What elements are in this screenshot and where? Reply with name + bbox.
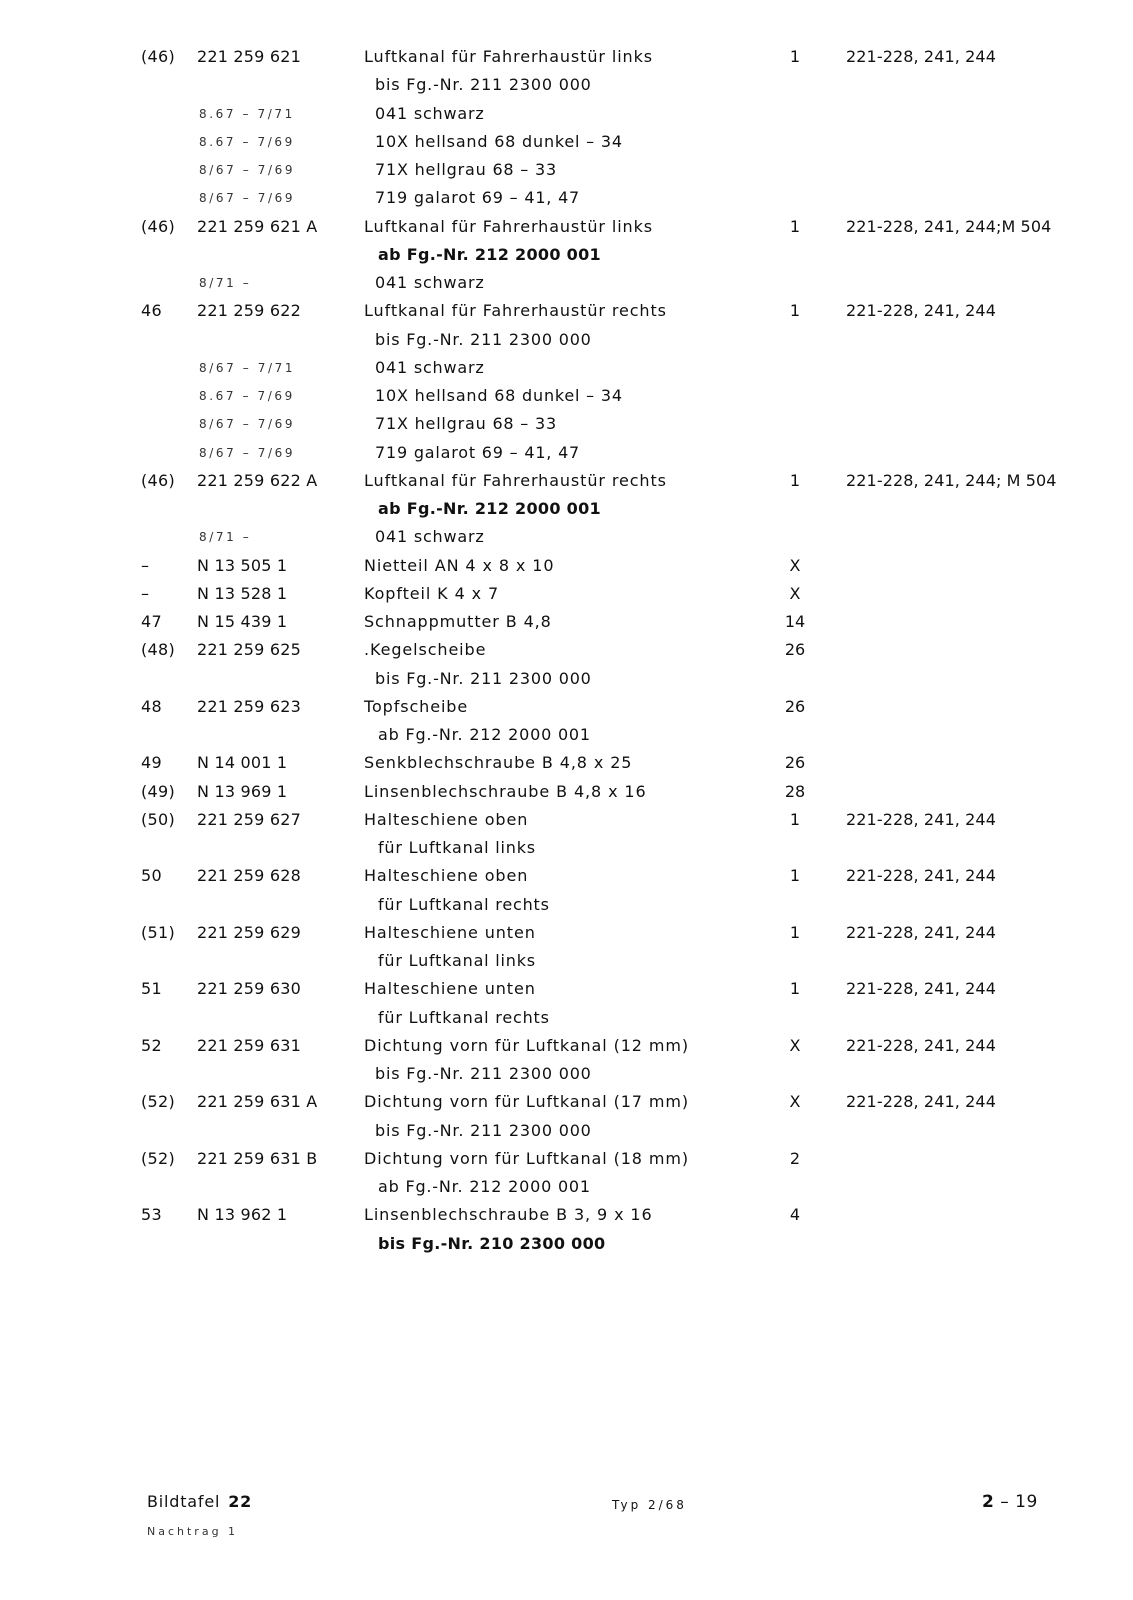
part-number: 221 259 629: [197, 922, 301, 942]
part-number: 221 259 622 A: [197, 470, 318, 490]
position-number: –: [141, 555, 150, 575]
quantity: 1: [789, 301, 801, 321]
applicable-types: 221-228, 241, 244: [846, 47, 996, 66]
note-row: [0, 327, 1133, 353]
date-range: 8/71 –: [199, 530, 252, 545]
color-variant: 041 schwarz: [375, 103, 485, 123]
part-number: 221 259 621 A: [197, 216, 318, 236]
applicable-types: 221-228, 241, 244;M 504: [846, 216, 1052, 236]
part-note: bis Fg.-Nr. 211 2300 000: [375, 1120, 592, 1140]
part-note: bis Fg.-Nr. 211 2300 000: [375, 1064, 592, 1083]
note-row: [0, 1231, 1133, 1257]
applicable-types: 221-228, 241, 244: [846, 979, 996, 999]
applicable-types: 221-228, 241, 244: [846, 809, 996, 829]
part-number: 221 259 631: [197, 1035, 301, 1055]
part-description: Linsenblechschraube B 4,8 x 16: [364, 781, 647, 801]
part-note: ab Fg.-Nr. 212 2000 001: [378, 244, 601, 264]
part-number: 221 259 621: [197, 47, 301, 66]
quantity: 28: [784, 781, 806, 801]
note-row: [0, 835, 1133, 861]
date-range: 8.67 – 7/69: [199, 134, 295, 149]
quantity: X: [789, 555, 801, 575]
position-number: (50): [141, 809, 176, 829]
position-number: 50: [141, 866, 162, 886]
footer-supplement: Nachtrag 1: [147, 1525, 239, 1538]
part-description: Halteschiene oben: [364, 809, 529, 829]
part-note: bis Fg.-Nr. 210 2300 000: [378, 1233, 606, 1253]
quantity: 1: [789, 470, 801, 490]
quantity: 26: [784, 753, 806, 773]
color-variant: 10X hellsand 68 dunkel – 34: [375, 386, 623, 405]
part-note: ab Fg.-Nr. 212 2000 001: [378, 1177, 591, 1196]
position-number: 49: [141, 753, 162, 773]
note-row: [0, 242, 1133, 268]
note-row: [0, 1061, 1133, 1087]
page-section: 2: [982, 1492, 995, 1512]
color-variant: 719 galarot 69 – 41, 47: [375, 442, 581, 462]
quantity: 1: [789, 922, 801, 942]
applicable-types: 221-228, 241, 244: [846, 922, 996, 942]
date-range: 8/67 – 7/71: [199, 360, 296, 375]
color-variant-row: [0, 185, 1133, 211]
color-variant: 041 schwarz: [375, 273, 485, 292]
note-row: [0, 1118, 1133, 1144]
part-note: bis Fg.-Nr. 211 2300 000: [375, 329, 592, 349]
applicable-types: 221-228, 241, 244: [846, 866, 996, 886]
part-note: für Luftkanal links: [378, 951, 536, 970]
part-number: N 14 001 1: [197, 753, 288, 773]
part-row: [0, 779, 1133, 805]
note-row: [0, 948, 1133, 974]
quantity: 26: [784, 640, 806, 660]
date-range: 8/67 – 7/69: [199, 163, 296, 177]
part-number: N 13 528 1: [197, 583, 288, 603]
note-row: [0, 496, 1133, 522]
applicable-types: 221-228, 241, 244; M 504: [846, 470, 1057, 490]
part-number: N 15 439 1: [197, 612, 288, 631]
part-note: bis Fg.-Nr. 211 2300 000: [375, 75, 592, 95]
part-number: N 13 962 1: [197, 1205, 288, 1225]
part-note: für Luftkanal rechts: [378, 1007, 550, 1027]
part-row: [0, 1202, 1133, 1228]
quantity: X: [789, 583, 801, 603]
part-row: [0, 863, 1133, 889]
position-number: (49): [141, 781, 176, 801]
part-note: ab Fg.-Nr. 212 2000 001: [378, 499, 601, 518]
color-variant-row: [0, 157, 1133, 183]
part-description: Kopfteil K 4 x 7: [364, 583, 500, 603]
color-variant-row: [0, 270, 1133, 296]
color-variant: 719 galarot 69 – 41, 47: [375, 188, 581, 208]
page-suffix: – 19: [994, 1492, 1038, 1512]
applicable-types: 221-228, 241, 244: [846, 1092, 996, 1112]
part-row: [0, 44, 1133, 70]
position-number: 52: [141, 1035, 162, 1055]
note-row: [0, 1005, 1133, 1031]
part-note: für Luftkanal links: [378, 838, 536, 857]
part-number: 221 259 631 B: [197, 1148, 318, 1168]
position-number: 51: [141, 979, 162, 999]
note-row: [0, 666, 1133, 692]
plate-number: 22: [228, 1492, 253, 1511]
part-number: 221 259 623: [197, 696, 301, 716]
part-description: Schnappmutter B 4,8: [364, 612, 552, 631]
part-description: Dichtung vorn für Luftkanal (12 mm): [364, 1035, 689, 1055]
part-row: [0, 468, 1133, 494]
quantity: 26: [784, 696, 806, 716]
part-number: 221 259 627: [197, 809, 301, 829]
part-number: 221 259 628: [197, 866, 301, 886]
part-note: ab Fg.-Nr. 212 2000 001: [378, 725, 591, 744]
color-variant-row: [0, 101, 1133, 127]
color-variant: 71X hellgrau 68 – 33: [375, 160, 557, 179]
color-variant-row: [0, 440, 1133, 466]
date-range: 8/67 – 7/69: [199, 417, 296, 432]
part-description: Nietteil AN 4 x 8 x 10: [364, 555, 555, 575]
position-number: –: [141, 583, 150, 603]
quantity: 1: [789, 216, 801, 236]
part-description: Senkblechschraube B 4,8 x 25: [364, 753, 633, 773]
part-description: Halteschiene unten: [364, 922, 536, 942]
part-number: N 13 969 1: [197, 781, 288, 801]
date-range: 8.67 – 7/69: [199, 389, 295, 403]
position-number: (51): [141, 922, 176, 942]
quantity: 1: [789, 979, 801, 999]
part-description: Dichtung vorn für Luftkanal (17 mm): [364, 1092, 689, 1112]
plate-label: Bildtafel: [147, 1492, 221, 1511]
part-row: [0, 553, 1133, 579]
part-description: Luftkanal für Fahrerhaustür links: [364, 47, 653, 66]
quantity: 14: [784, 612, 806, 631]
color-variant-row: [0, 383, 1133, 409]
part-description: Dichtung vorn für Luftkanal (18 mm): [364, 1148, 689, 1168]
part-number: N 13 505 1: [197, 555, 288, 575]
part-description: Luftkanal für Fahrerhaustür links: [364, 216, 653, 236]
note-row: [0, 1174, 1133, 1200]
position-number: 53: [141, 1205, 162, 1225]
position-number: 46: [141, 301, 162, 321]
date-range: 8.67 – 7/71: [199, 106, 295, 121]
quantity: 4: [789, 1205, 801, 1225]
part-row: [0, 1146, 1133, 1172]
color-variant-row: [0, 524, 1133, 550]
date-range: 8/67 – 7/69: [199, 445, 296, 460]
part-description: Luftkanal für Fahrerhaustür rechts: [364, 470, 667, 490]
position-number: (46): [141, 470, 176, 490]
date-range: 8/71 –: [199, 276, 252, 290]
footer-plate: [147, 1492, 252, 1511]
part-row: [0, 694, 1133, 720]
part-description: Luftkanal für Fahrerhaustür rechts: [364, 301, 667, 321]
part-description: Linsenblechschraube B 3, 9 x 16: [364, 1205, 653, 1225]
position-number: (52): [141, 1148, 176, 1168]
date-range: 8/67 – 7/69: [199, 191, 296, 206]
part-number: 221 259 631 A: [197, 1092, 318, 1112]
quantity: 1: [789, 809, 801, 829]
part-note: bis Fg.-Nr. 211 2300 000: [375, 668, 592, 688]
part-description: .Kegelscheibe: [364, 640, 487, 660]
position-number: (46): [141, 47, 176, 66]
note-row: [0, 892, 1133, 918]
color-variant: 10X hellsand 68 dunkel – 34: [375, 131, 623, 151]
position-number: (46): [141, 216, 176, 236]
color-variant-row: [0, 411, 1133, 437]
quantity: 1: [789, 866, 801, 886]
color-variant-row: [0, 129, 1133, 155]
part-number: 221 259 622: [197, 301, 301, 321]
color-variant: 041 schwarz: [375, 357, 485, 377]
quantity: 1: [789, 47, 801, 66]
page-number: [982, 1492, 1038, 1512]
part-row: [0, 609, 1133, 635]
part-description: Halteschiene oben: [364, 866, 529, 886]
part-row: [0, 214, 1133, 240]
part-number: 221 259 625: [197, 640, 301, 660]
part-row: [0, 1089, 1133, 1115]
part-description: Halteschiene unten: [364, 979, 536, 999]
part-row: [0, 298, 1133, 324]
part-description: Topfscheibe: [364, 696, 469, 716]
quantity: X: [789, 1092, 801, 1112]
quantity: X: [789, 1035, 801, 1055]
position-number: (48): [141, 640, 176, 660]
position-number: 48: [141, 696, 162, 716]
part-row: [0, 920, 1133, 946]
part-note: für Luftkanal rechts: [378, 894, 550, 914]
quantity: 2: [789, 1148, 801, 1168]
color-variant: 041 schwarz: [375, 527, 485, 547]
part-number: 221 259 630: [197, 979, 301, 999]
note-row: [0, 72, 1133, 98]
part-row: [0, 1033, 1133, 1059]
part-row: [0, 581, 1133, 607]
position-number: (52): [141, 1092, 176, 1112]
applicable-types: 221-228, 241, 244: [846, 1035, 996, 1055]
part-row: [0, 637, 1133, 663]
part-row: [0, 750, 1133, 776]
color-variant: 71X hellgrau 68 – 33: [375, 414, 557, 434]
color-variant-row: [0, 355, 1133, 381]
note-row: [0, 722, 1133, 748]
part-row: [0, 807, 1133, 833]
position-number: 47: [141, 612, 162, 631]
part-row: [0, 976, 1133, 1002]
applicable-types: 221-228, 241, 244: [846, 301, 996, 321]
footer-type: Typ 2/68: [612, 1498, 687, 1512]
